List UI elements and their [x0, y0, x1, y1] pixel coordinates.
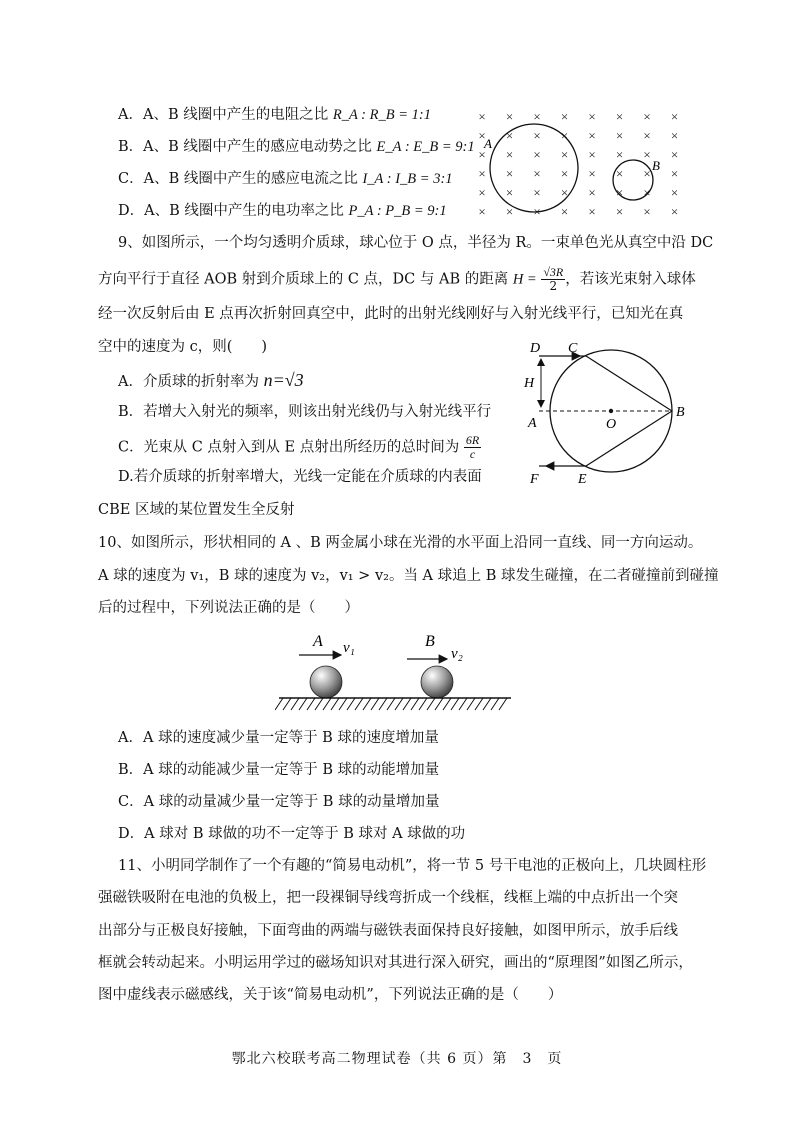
ground-hatch-line: [315, 698, 323, 710]
field-cross-mark: ×: [643, 109, 651, 124]
field-cross-mark: ×: [615, 109, 624, 124]
collision-figure: [275, 622, 515, 722]
field-cross-mark: ×: [670, 109, 679, 124]
ground-hatch-line: [483, 698, 491, 710]
field-cross-mark: ×: [505, 128, 514, 143]
ground-hatch-line: [419, 698, 427, 710]
refracted-ray-cb: [586, 356, 672, 411]
field-cross-mark: ×: [505, 166, 514, 181]
field-cross-mark: ×: [533, 204, 541, 219]
velocity-v2-label: v₂: [451, 646, 463, 662]
field-cross-mark: ×: [533, 147, 541, 162]
ground-hatch-line: [379, 698, 387, 710]
field-cross-mark: ×: [670, 204, 679, 219]
field-cross-mark: ×: [560, 185, 569, 200]
field-cross-mark: ×: [533, 109, 541, 124]
ground-hatch-line: [387, 698, 395, 710]
ground-hatch-line: [499, 698, 507, 710]
field-cross-mark: ×: [588, 109, 596, 124]
q10-line-1: 10、如图所示，形状相同的 A 、B 两金属小球在光滑的水平面上沿同一直线、同一方向运动。: [98, 535, 703, 551]
q11-line-1: 11、小明同学制作了一个有趣的“简易电动机”，将一节 5 号干电池的正极向上，几块圆柱形: [118, 858, 707, 874]
h-fraction: $\frac{√3R}{2}$: [543, 265, 564, 293]
q9-option-d-continued: CBE 区域的某位置发生全反射: [98, 502, 295, 518]
ground-hatch-line: [299, 698, 307, 710]
field-cross-mark: ×: [615, 204, 624, 219]
q11-line-2: 强磁铁吸附在电池的负极上，把一段裸铜导线弯折成一个线框，线框上端的中点折出一个突: [98, 890, 678, 906]
field-cross-mark: ×: [588, 185, 596, 200]
q9-line-3: 经一次反射后由 E 点再次折射回真空中，此时的出射光线刚好与入射光线平行，已知光在真: [98, 306, 684, 322]
ground-hatch-line: [451, 698, 459, 710]
field-cross-mark: ×: [560, 204, 569, 219]
field-cross-mark: ×: [615, 128, 624, 143]
q9-option-d: D.若介质球的折射率增大，光线一定能在介质球的内表面: [118, 469, 482, 485]
ground-hatch-line: [491, 698, 499, 710]
q8-option-b: B．A、B 线圈中产生的感应电动势之比 E_A : E_B = 9:1: [118, 139, 475, 155]
ground-hatch-line: [403, 698, 411, 710]
page-footer: 鄂北六校联考高二物理试卷（共 6 页）第 3 页: [231, 1051, 563, 1067]
ground-hatch-line: [307, 698, 315, 710]
sphere-figure: [520, 335, 700, 495]
label-c: C: [568, 341, 578, 356]
field-cross-mark: ×: [560, 166, 569, 181]
ground-hatch-line: [355, 698, 363, 710]
q8-option-d: D．A、B 线圈中产生的电功率之比 P_A : P_B = 9:1: [118, 203, 447, 219]
field-cross-mark: ×: [588, 128, 596, 143]
field-cross-mark: ×: [588, 166, 596, 181]
q10-option-d: D．A 球对 B 球做的功不一定等于 B 球对 A 球做的功: [118, 826, 466, 842]
q9-line-2: 方向平行于直径 AOB 射到介质球上的 C 点，DC 与 AB 的距离 H = $\frac{√3R}{2}$ ，若该光束射入球体: [98, 265, 696, 293]
label-a: A: [528, 416, 537, 431]
ball-a-label: A: [313, 633, 323, 650]
field-cross-mark: ×: [505, 185, 514, 200]
q10-option-a: A．A 球的速度减少量一定等于 B 球的速度增加量: [118, 730, 439, 746]
field-cross-mark: ×: [478, 166, 486, 181]
field-cross-mark: ×: [643, 204, 651, 219]
field-cross-mark: ×: [478, 185, 486, 200]
field-cross-mark: ×: [505, 204, 514, 219]
field-cross-mark: ×: [533, 166, 541, 181]
q9-option-b: B．若增大入射光的频率，则该出射光线仍与入射光线平行: [118, 404, 492, 420]
q10-line-2: A 球的速度为 v₁，B 球的速度为 v₂，v₁ > v₂。当 A 球追上 B 球发生碰撞，在二者碰撞前到碰撞: [98, 568, 719, 584]
q11-line-3: 出部分与正极良好接触，下面弯曲的两端与磁铁表面保持良好接触，如图甲所示，放手后线: [98, 923, 678, 939]
q11-line-4: 框就会转动起来。小明运用学过的磁场知识对其进行深入研究，画出的“原理图”如图乙所示，: [98, 955, 693, 971]
label-e: E: [578, 472, 587, 487]
field-cross-mark: ×: [560, 147, 569, 162]
label-d: D: [530, 341, 541, 356]
field-cross-mark: ×: [478, 204, 486, 219]
q9-option-a: A．介质球的折射率为 n=√3: [118, 370, 304, 390]
reflected-ray-be: [586, 411, 672, 466]
center-o-dot: [609, 409, 613, 413]
coil-b-label: B: [652, 158, 660, 173]
field-cross-mark: ×: [643, 166, 651, 181]
label-f: F: [530, 472, 539, 487]
ground-hatch-line: [363, 698, 371, 710]
field-cross-mark: ×: [670, 166, 679, 181]
q10-option-c: C．A 球的动量减少量一定等于 B 球的动量增加量: [118, 794, 440, 810]
field-cross-mark: ×: [478, 128, 486, 143]
field-cross-mark: ×: [670, 128, 679, 143]
field-cross-mark: ×: [615, 185, 624, 200]
magnetic-field-figure: [470, 108, 690, 220]
ground-hatch-line: [459, 698, 467, 710]
ground-hatch-line: [475, 698, 483, 710]
coil-a-label: A: [484, 136, 492, 151]
ground-hatch-line: [347, 698, 355, 710]
field-cross-mark: ×: [505, 109, 514, 124]
field-cross-mark: ×: [588, 147, 596, 162]
ground-hatch-line: [467, 698, 475, 710]
q8-option-a: A．A、B 线圈中产生的电阻之比 R_A : R_B = 1:1: [118, 107, 431, 123]
field-cross-mark: ×: [560, 128, 569, 143]
q9-line-1: 9、如图所示，一个均匀透明介质球，球心位于 O 点，半径为 R。一束单色光从真空中沿 DC: [118, 235, 714, 251]
ground-hatch-line: [339, 698, 347, 710]
q10-line-3: 后的过程中，下列说法正确的是（ ）: [98, 600, 359, 616]
velocity-v1-label: v₁: [343, 640, 355, 656]
ground-hatch-line: [427, 698, 435, 710]
field-cross-mark: ×: [615, 166, 624, 181]
field-cross-mark: ×: [643, 185, 651, 200]
label-o: O: [606, 417, 617, 432]
q8-option-c: C．A、B 线圈中产生的感应电流之比 I_A : I_B = 3:1: [118, 171, 453, 187]
ground-hatch-line: [331, 698, 339, 710]
field-cross-mark: ×: [615, 147, 624, 162]
ground-hatch-line: [435, 698, 443, 710]
field-cross-mark: ×: [478, 147, 486, 162]
ground-hatch-line: [291, 698, 299, 710]
field-cross-mark: ×: [560, 109, 569, 124]
ground-hatch-line: [275, 698, 283, 710]
time-fraction: $\frac{6R}{c}$: [465, 433, 480, 461]
ground-hatch-line: [323, 698, 331, 710]
ball-a: [310, 666, 342, 698]
label-h: H: [524, 376, 535, 391]
label-b: B: [676, 405, 685, 420]
ground-hatch-line: [411, 698, 419, 710]
q11-line-5: 图中虚线表示磁感线，关于该“简易电动机”，下列说法正确的是（ ）: [98, 987, 563, 1003]
q9-option-c: C．光束从 C 点射入到从 E 点射出所经历的总时间为 $\frac{6R}{c}$: [118, 433, 480, 461]
ground-hatch-line: [395, 698, 403, 710]
field-cross-mark: ×: [588, 204, 596, 219]
ball-b-label: B: [425, 633, 435, 650]
ball-b: [421, 666, 453, 698]
field-cross-mark: ×: [670, 147, 679, 162]
field-cross-mark: ×: [643, 128, 651, 143]
ground-hatch-line: [443, 698, 451, 710]
field-cross-mark: ×: [533, 128, 541, 143]
field-cross-mark: ×: [478, 109, 486, 124]
ground-hatch-line: [283, 698, 291, 710]
field-cross-mark: ×: [505, 147, 514, 162]
field-cross-mark: ×: [643, 147, 651, 162]
q10-option-b: B．A 球的动能减少量一定等于 B 球的动能增加量: [118, 762, 440, 778]
field-cross-mark: ×: [670, 185, 679, 200]
field-cross-mark: ×: [533, 185, 541, 200]
q9-line-4: 空中的速度为 c，则( ): [98, 339, 268, 355]
ground-hatch-line: [371, 698, 379, 710]
